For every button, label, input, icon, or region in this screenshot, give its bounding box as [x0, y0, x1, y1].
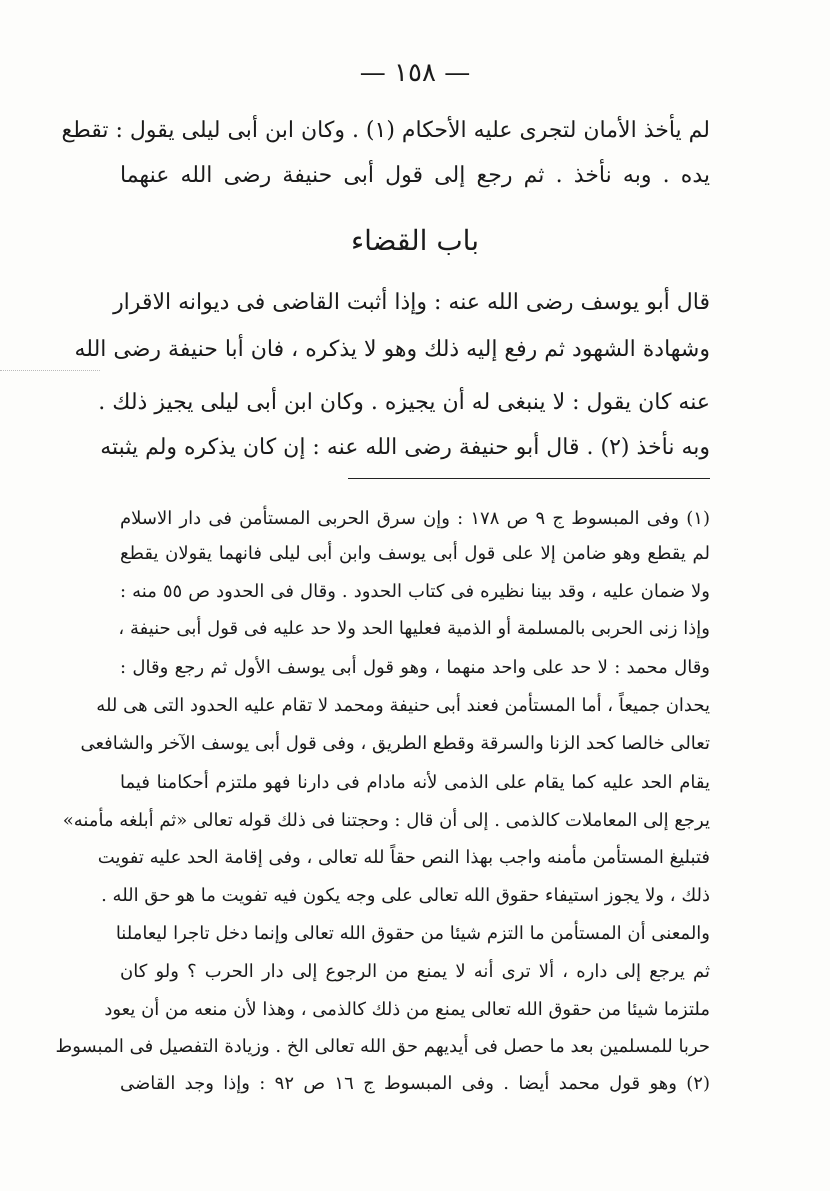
page-number: — ١٥٨ — [359, 58, 471, 88]
body-line: وشهادة الشهود ثم رفع إليه ذلك وهو لا يذكره ، فان أبا حنيفة رضى الله [74, 337, 710, 362]
chapter-title: باب القضاء [350, 224, 480, 257]
body-line: عنه كان يقول : لا ينبغى له أن يجيزه . وكان ابن أبى ليلى يجيز ذلك . [98, 390, 710, 415]
footnote-line: (١) وفى المبسوط ج ٩ ص ١٧٨ : وإن سرق الحربى المستأمن فى دار الاسلام [120, 508, 710, 529]
footnote-line: يقام الحد عليه كما يقام على الذمى لأنه مادام فى دارنا فهو ملتزم أحكامنا فيما [120, 772, 710, 793]
footnote-line: ثم يرجع إلى داره ، ألا ترى أنه لا يمنع من الرجوع إلى دار الحرب ؟ ولو كان [120, 961, 710, 982]
footnote-line: ولا ضمان عليه ، وقد بينا نظيره فى كتاب الحدود . وقال فى الحدود ص ٥٥ منه : [120, 581, 710, 602]
footnote-line: تعالى خالصا كحد الزنا والسرقة وقطع الطريق ، وفى قول أبى يوسف الآخر والشافعى [80, 733, 710, 754]
scan-artifact [0, 370, 100, 371]
footnote-line: ذلك ، ولا يجوز استيفاء حقوق الله تعالى على وجه يكون فيه تفويت ما هو حق الله . [101, 885, 710, 906]
footnote-line: يرجع إلى المعاملات كالذمى . إلى أن قال : وحجتنا فى ذلك قوله تعالى «ثم أبلغه مأمنه» [62, 810, 710, 831]
footnote-separator [348, 478, 710, 479]
footnote-line: وقال محمد : لا حد على واحد منهما ، وهو قول أبى يوسف الأول ثم رجع وقال : [120, 657, 710, 678]
intro-line: لم يأخذ الأمان لتجرى عليه الأحكام (١) . وكان ابن أبى ليلى يقول : تقطع [61, 118, 710, 143]
footnote-line: يحدان جميعاً ، أما المستأمن فعند أبى حنيفة ومحمد لا تقام عليه الحدود التى هى لله [96, 695, 710, 716]
footnote-line: (٢) وهو قول محمد أيضا . وفى المبسوط ج ١٦ ص ٩٢ : وإذا وجد القاضى [120, 1073, 710, 1094]
footnote-line: حربا للمسلمين بعد ما حصل فى أيديهم حق الله تعالى الخ . وزيادة التفصيل فى المبسوط [55, 1036, 710, 1057]
footnote-line: ملتزما شيئا من حقوق الله تعالى يمنع من ذلك كالذمى ، وهذا لأن منعه من أن يعود [104, 999, 710, 1020]
footnote-line: والمعنى أن المستأمن ما التزم شيئا من حقوق الله تعالى وإنما دخل تاجرا ليعاملنا [115, 923, 710, 944]
footnote-line: فتبليغ المستأمن مأمنه واجب بهذا النص حقاً لله تعالى ، وفى إقامة الحد عليه تفويت [97, 847, 710, 868]
body-line: وبه نأخذ (٢) . قال أبو حنيفة رضى الله عنه : إن كان يذكره ولم يثبته [100, 435, 710, 460]
footnote-line: وإذا زنى الحربى بالمسلمة أو الذمية فعليها الحد ولا حد عليه فى قول أبى حنيفة ، [118, 618, 710, 639]
intro-line: يده . وبه نأخذ . ثم رجع إلى قول أبى حنيفة رضى الله عنهما [120, 163, 710, 188]
body-line: قال أبو يوسف رضى الله عنه : وإذا أثبت القاضى فى ديوانه الاقرار [113, 290, 710, 315]
footnote-line: لم يقطع وهو ضامن إلا على قول أبى يوسف وابن أبى ليلى فانهما يقولان يقطع [120, 543, 710, 564]
